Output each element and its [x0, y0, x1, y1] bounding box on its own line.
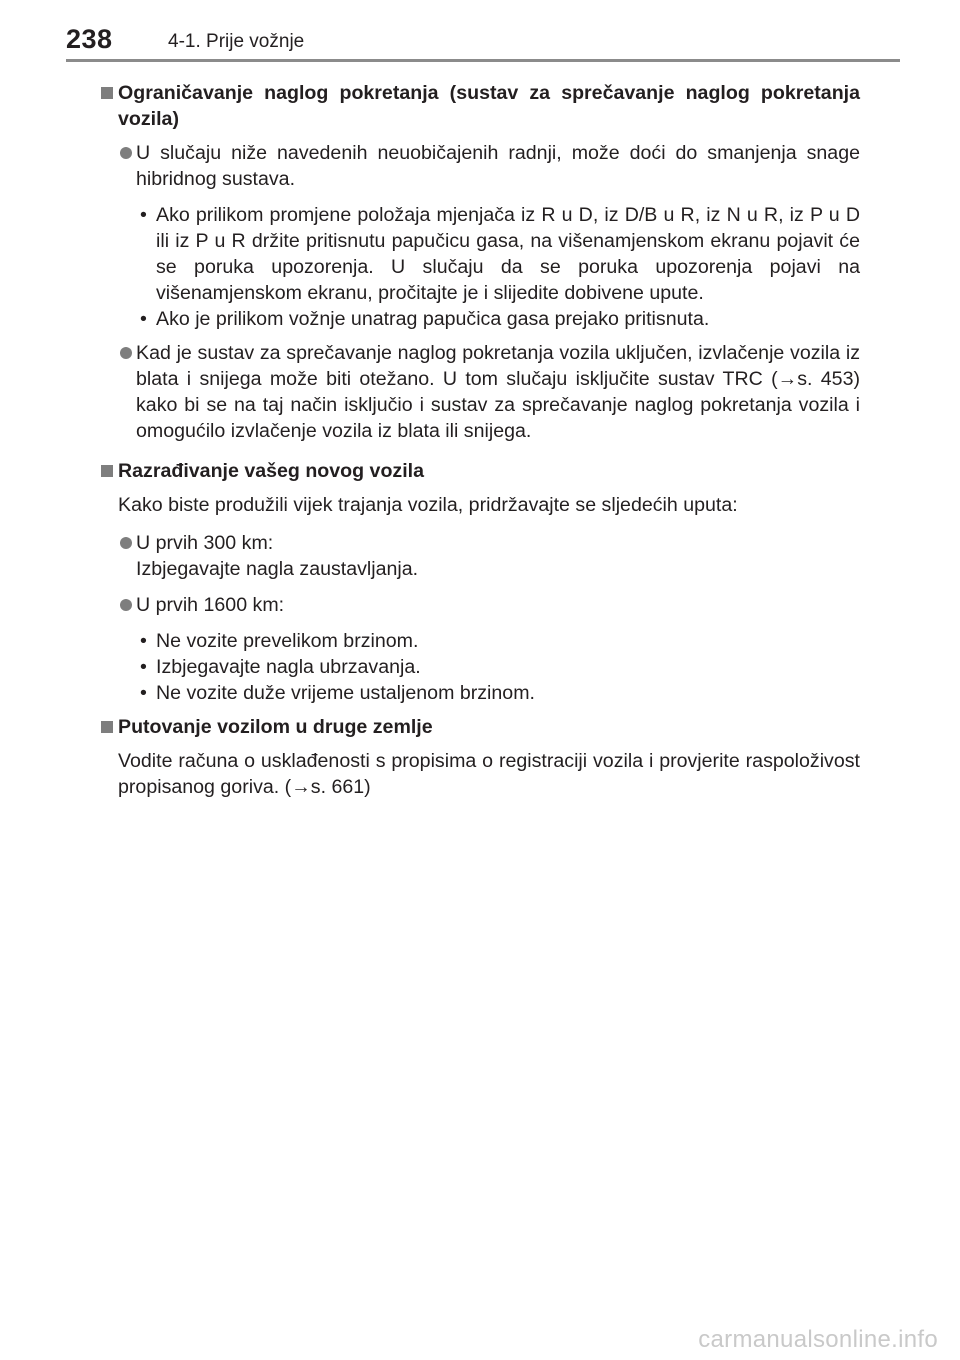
bullet-line-2: Izbjegavajte nagla zaustavljanja.: [136, 558, 419, 580]
bullet-first-300km: [100, 530, 860, 582]
sub-list-break-in: [100, 628, 860, 706]
sub-item-acceleration: [100, 654, 860, 680]
intro-paragraph: Kako biste produžili vijek trajanja vozila, pridržavajte se sljedećih uputa:: [118, 494, 738, 516]
sub-item-text: Ne vozite prevelikom brzinom.: [156, 630, 419, 652]
bullet-trc: [100, 340, 860, 444]
sub-bullet-mark: •: [140, 682, 147, 704]
bullet-line-1: U prvih 300 km:: [136, 532, 274, 554]
round-bullet-icon: [120, 537, 132, 549]
sub-item-text: Ne vozite duže vrijeme ustaljenom brzinom.: [156, 682, 535, 704]
bullet-text: U slučaju niže navedenih neuobičajenih radnji, može doći do smanjenja snage hibridnog sustava.: [136, 142, 860, 190]
bullet-power-reduction: [100, 140, 860, 192]
heading-text: Razrađivanje vašeg novog vozila: [118, 460, 424, 482]
sub-bullet-mark: •: [140, 308, 147, 330]
bullet-text-part2: s. 453) kako bi se na taj način isključio i sustav za sprečavanje naglog pokretanja vozila i omogućilo izvlačenje vozila iz blata ili snijega.: [136, 368, 860, 442]
section-title: 4-1. Prije vožnje: [168, 31, 305, 52]
paragraph-text-part2: s. 661): [310, 776, 371, 798]
sub-item-text: Ako prilikom promjene položaja mjenjača iz R u D, iz D/B u R, iz N u R, iz P u D ili iz P u R držite pritisnutu papučicu gasa, na višenamjenskom ekranu pojavit će se poruka upozorenja. U slučaju da se poruka upozorenja pojavi na višenamjenskom ekranu, pročitajte je i slijedite dobivene upute.: [156, 204, 860, 304]
square-bullet-icon: [101, 721, 113, 733]
round-bullet-icon: [120, 347, 132, 359]
bullet-first-1600km: [100, 592, 860, 618]
square-bullet-icon: [101, 465, 113, 477]
arrow-icon: →: [291, 776, 311, 798]
sub-item-text: Izbjegavajte nagla ubrzavanja.: [156, 656, 421, 678]
page-content: [100, 80, 860, 812]
page-header: [0, 0, 960, 60]
bullet-text: U prvih 1600 km:: [136, 594, 285, 616]
heading-break-in: [100, 458, 860, 484]
square-bullet-icon: [101, 87, 113, 99]
heading-text: Putovanje vozilom u druge zemlje: [118, 716, 433, 738]
travel-paragraph: [118, 748, 860, 800]
sub-item-shift: [100, 202, 860, 306]
sub-bullet-mark: •: [140, 204, 147, 226]
round-bullet-icon: [120, 599, 132, 611]
sub-list-conditions: [100, 202, 860, 332]
heading-travel-abroad: [100, 714, 860, 740]
watermark-logo: carmanualsonline.info: [698, 1326, 938, 1353]
sub-bullet-mark: •: [140, 630, 147, 652]
sub-item-speed: [100, 628, 860, 654]
heading-launch-control: [100, 80, 860, 132]
sub-item-constant-speed: [100, 680, 860, 706]
header-rule: [66, 59, 900, 62]
paragraph-text-part1: Vodite računa o usklađenosti s propisima o registraciji vozila i provjerite raspoloživost propisanog goriva. (: [118, 750, 860, 798]
sub-bullet-mark: •: [140, 656, 147, 678]
sub-item-text: Ako je prilikom vožnje unatrag papučica gasa prejako pritisnuta.: [156, 308, 710, 330]
sub-item-reverse: [100, 306, 860, 332]
arrow-icon: →: [777, 368, 798, 390]
round-bullet-icon: [120, 147, 132, 159]
bullet-text-part1: Kad je sustav za sprečavanje naglog pokretanja vozila uključen, izvlačenje vozila iz blata i snijega može biti otežano. U tom slučaju isključite sustav TRC (: [136, 342, 860, 390]
page-number: 238: [66, 24, 113, 54]
heading-text: Ograničavanje naglog pokretanja (sustav za sprečavanje naglog pokretanja vozila): [118, 82, 860, 130]
